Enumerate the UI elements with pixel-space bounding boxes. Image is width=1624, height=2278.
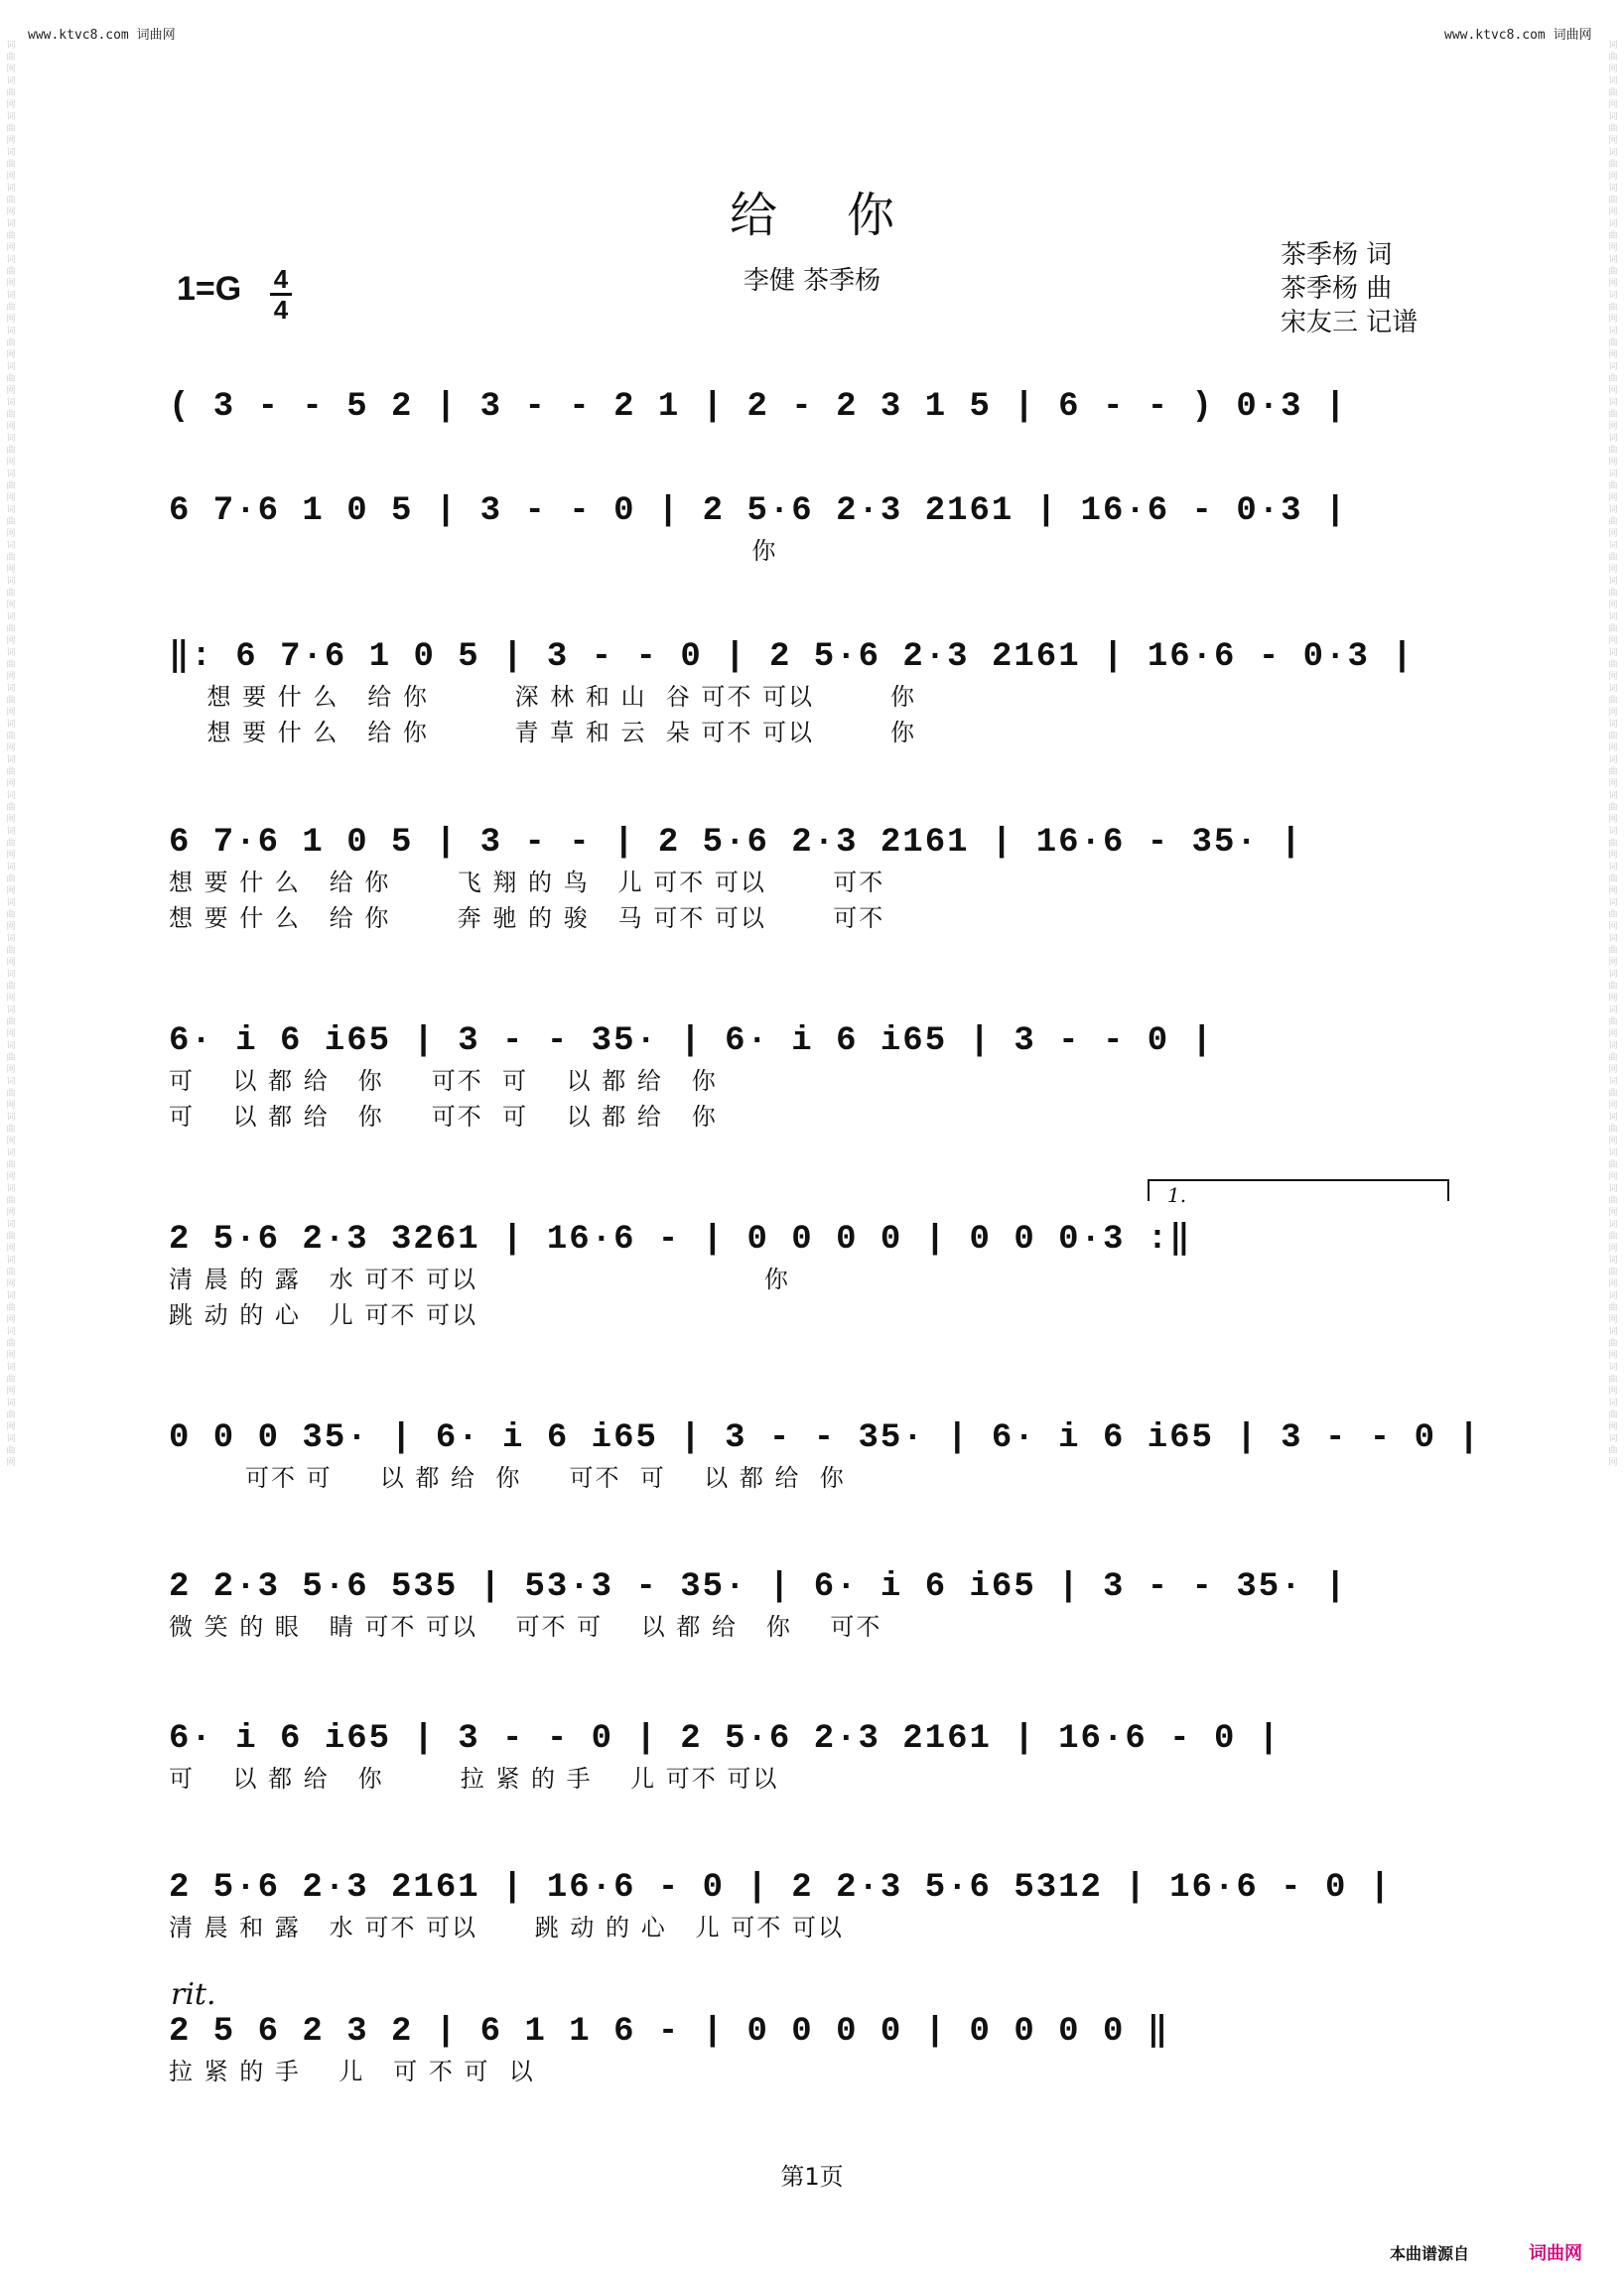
system-10 [169, 1866, 1455, 1945]
system-1 [169, 385, 1455, 465]
system-11 [169, 2010, 1455, 2089]
lyricist-credit: 茶季杨 词 [1281, 240, 1393, 270]
transcriber-credit: 宋友三 记谱 [1281, 308, 1419, 337]
composer-credit: 茶季杨 曲 [1281, 274, 1393, 304]
notes-line: 6· i 6 i65 | 3 - - 0 | 2 5·6 2·3 2161 | 16·6 - 0 | [169, 1720, 1282, 1758]
header-left-url: www.ktvc8.com 词曲网 [28, 28, 176, 43]
key-signature: 1=G [177, 270, 242, 308]
notes-line: ( 3 - - 5 2 | 3 - - 2 1 | 2 - 2 3 1 5 | 6 - - ) 0·3 | [169, 388, 1348, 426]
first-ending-bracket [1148, 1179, 1449, 1201]
notes-line: 2 5·6 2·3 2161 | 16·6 - 0 | 2 2·3 5·6 5312 | 16·6 - 0 | [169, 1869, 1393, 1907]
lyric-line-verse-1: 清 晨 的 露 水 可不 可以 你 [169, 1266, 790, 1293]
notes-line: 6 7·6 1 0 5 | 3 - - 0 | 2 5·6 2·3 2161 | 16·6 - 0·3 | [169, 492, 1348, 530]
song-title: 给你 [729, 188, 964, 243]
notes-line: 2 5·6 2·3 3261 | 16·6 - | 0 0 0 0 | 0 0 0·3 :‖ [169, 1221, 1192, 1259]
first-ending-label: 1. [1167, 1183, 1187, 1207]
system-2 [169, 489, 1455, 569]
system-8 [169, 1565, 1455, 1645]
lyric-line: 微 笑 的 眼 睛 可不 可以 可不 可 以 都 给 你 可不 [169, 1613, 882, 1641]
lyric-line-verse-1: 想 要 什 么 给 你 深 林 和 山 谷 可不 可以 你 [169, 683, 917, 711]
lyric-line: 清 晨 和 露 水 可不 可以 跳 动 的 心 儿 可不 可以 [169, 1914, 844, 1942]
header-right-url: www.ktvc8.com 词曲网 [1444, 28, 1592, 43]
lyric-line: 拉 紧 的 手 儿 可 不 可 以 [169, 2058, 535, 2085]
footer-site-logo[interactable]: 词曲网 [1529, 2243, 1582, 2264]
notes-line: 0 0 0 35· | 6· i 6 i65 | 3 - - 35· | 6· i 6 i65 | 3 - - 0 | [169, 1419, 1481, 1457]
lyric-line-verse-2: 跳 动 的 心 儿 可不 可以 [169, 1301, 478, 1329]
system-4 [169, 821, 1455, 936]
lyric-line: 可不 可 以 都 给 你 可不 可 以 都 给 你 [169, 1464, 846, 1492]
system-7 [169, 1416, 1481, 1496]
lyric-line-verse-1: 想 要 什 么 给 你 飞 翔 的 鸟 儿 可不 可以 可不 [169, 869, 885, 896]
notes-line: 2 5 6 2 3 2 | 6 1 1 6 - | 0 0 0 0 | 0 0 0 0 ‖ [169, 2013, 1170, 2051]
page-number: 第1页 [780, 2163, 844, 2191]
system-6 [169, 1218, 1455, 1333]
lyric-line: 可 以 都 给 你 拉 紧 的 手 儿 可不 可以 [169, 1765, 779, 1793]
time-signature [270, 266, 292, 323]
notes-line: 6 7·6 1 0 5 | 3 - - | 2 5·6 2·3 2161 | 16·6 - 35· | [169, 824, 1303, 862]
lyric-line-verse-2: 可 以 都 给 你 可不 可 以 都 给 你 [169, 1103, 718, 1131]
time-signature-bottom: 4 [273, 295, 289, 325]
system-3 [169, 635, 1455, 750]
lyric-line [169, 429, 1455, 465]
notes-line: ‖: 6 7·6 1 0 5 | 3 - - 0 | 2 5·6 2·3 2161 | 16·6 - 0·3 | [169, 638, 1415, 676]
time-signature-top: 4 [273, 264, 289, 294]
lyric-line-verse-2: 想 要 什 么 给 你 青 草 和 云 朵 可不 可以 你 [169, 719, 917, 746]
system-9 [169, 1717, 1455, 1797]
lyric-line-verse-1: 可 以 都 给 你 可不 可 以 都 给 你 [169, 1067, 718, 1095]
singers: 李健 茶季杨 [743, 266, 881, 296]
footer-source: 本曲谱源自 [1390, 2244, 1470, 2263]
notes-line: 2 2·3 5·6 535 | 53·3 - 35· | 6· i 6 i65 | 3 - - 35· | [169, 1568, 1348, 1606]
credits [1281, 238, 1418, 339]
side-watermark-right: 词曲网词曲网词曲网词曲网词曲网词曲网词曲网词曲网词曲网词曲网词曲网词曲网词曲网词曲网词曲网词曲网词曲网词曲网词曲网词曲网词曲网词曲网词曲网词曲网词曲网词曲网词曲网词曲网词曲网词曲网词曲网词曲网词曲网词曲网词曲网词曲网词曲网词曲网词曲网词曲网 [1608, 41, 1618, 1468]
ritardando-mark: rit. [171, 1977, 216, 2012]
system-5 [169, 1019, 1455, 1135]
notes-line: 6· i 6 i65 | 3 - - 35· | 6· i 6 i65 | 3 - - 0 | [169, 1022, 1214, 1060]
lyric-line: 你 [169, 537, 778, 565]
lyric-line-verse-2: 想 要 什 么 给 你 奔 驰 的 骏 马 可不 可以 可不 [169, 904, 885, 932]
side-watermark-left: 词曲网词曲网词曲网词曲网词曲网词曲网词曲网词曲网词曲网词曲网词曲网词曲网词曲网词曲网词曲网词曲网词曲网词曲网词曲网词曲网词曲网词曲网词曲网词曲网词曲网词曲网词曲网词曲网词曲网词曲网词曲网词曲网词曲网词曲网词曲网词曲网词曲网词曲网词曲网词曲网 [6, 41, 16, 1468]
